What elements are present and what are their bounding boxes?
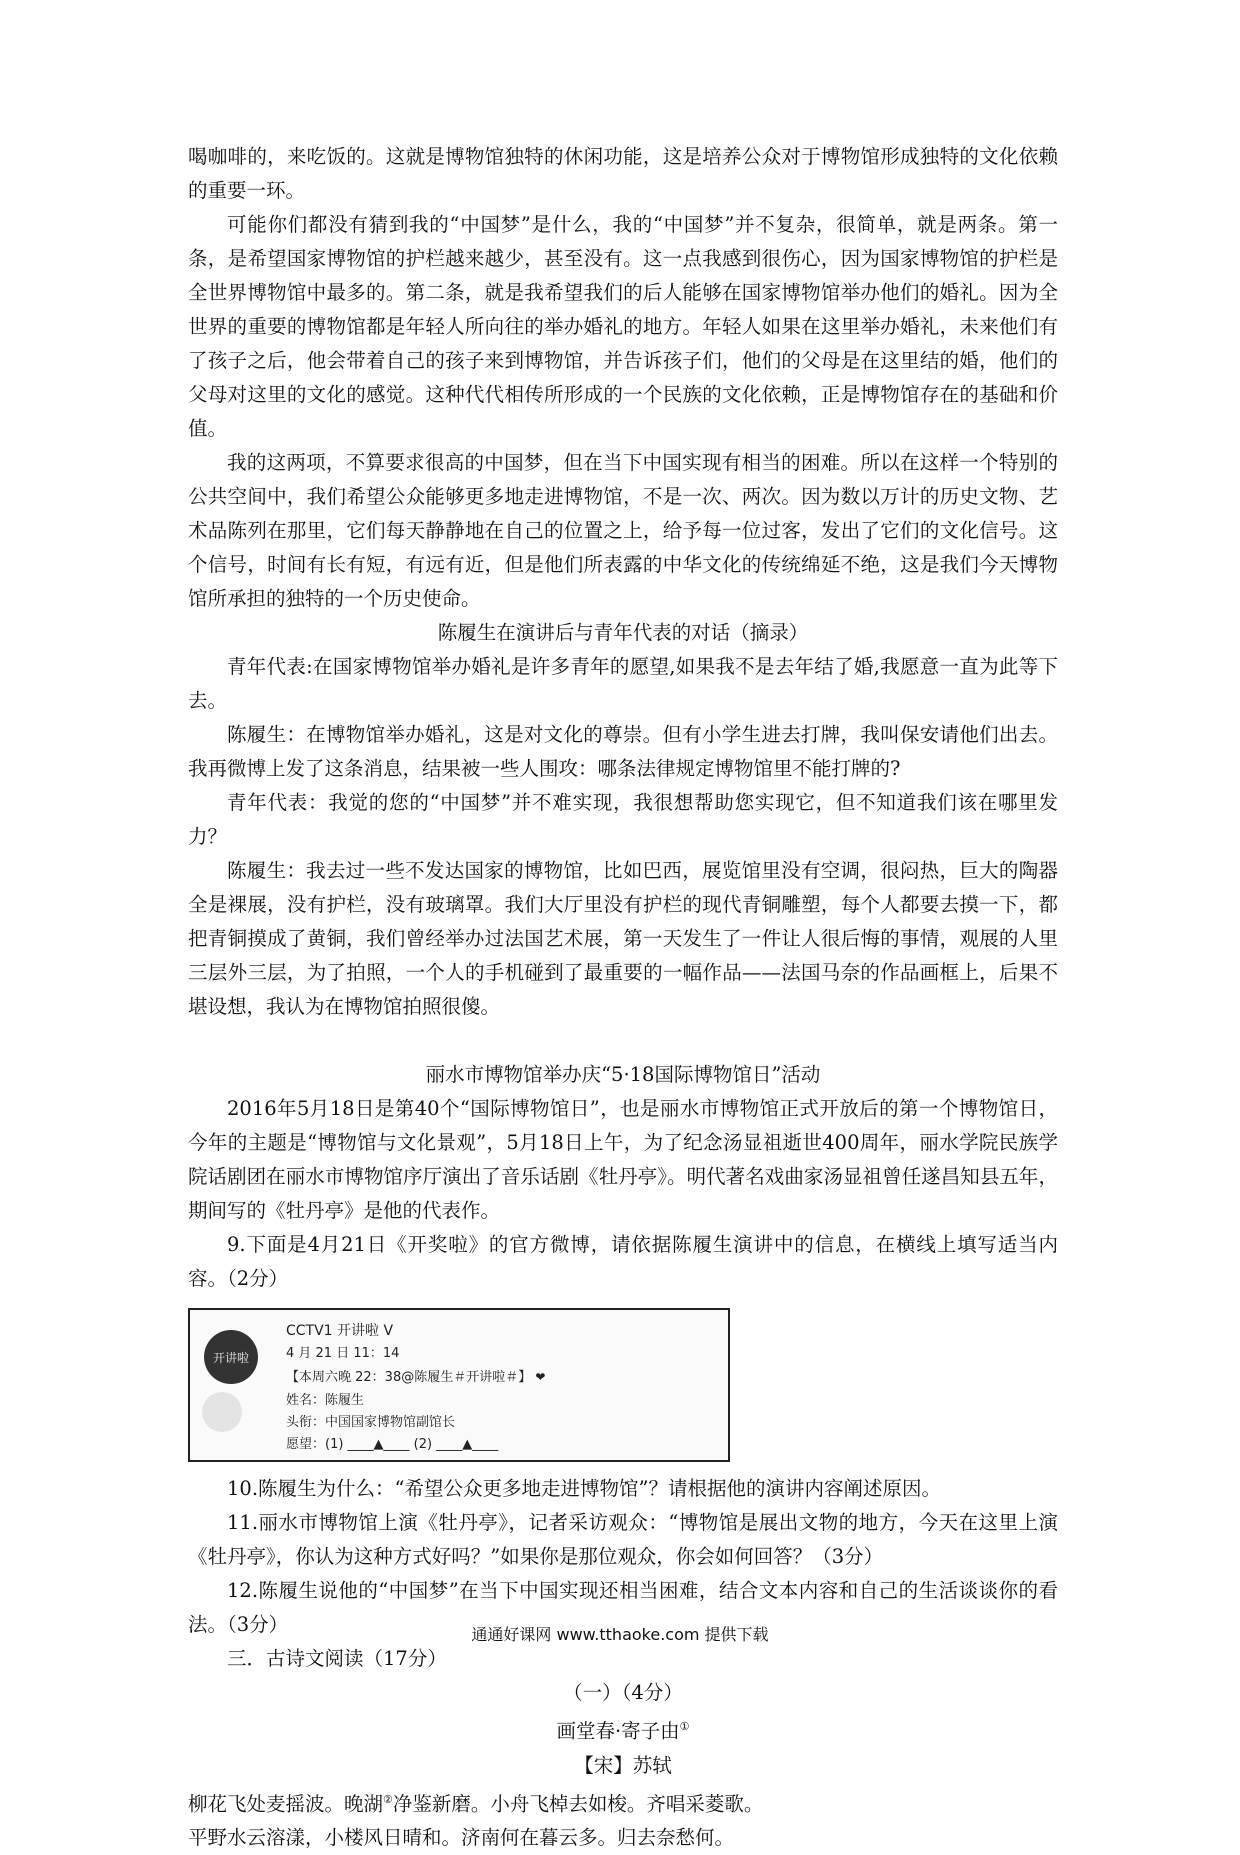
poem-title-line (188, 1710, 1058, 1749)
footnote-marker: ① (679, 1720, 690, 1733)
question-10: 10.陈履生为什么：“希望公众更多地走进博物馆”？请根据他的演讲内容阐述原因。 (227, 1477, 941, 1500)
poem-title: 画堂春·寄子由 (556, 1719, 680, 1743)
paragraph-mission: 我的这两项，不算要求很高的中国梦，但在当下中国实现有相当的困难。所以在这样一个特别的公共空间中，我们希望公众能够更多地走进博物馆，不是一次、两次。因为数以万计的历史文物、艺术品陈列在那里，它们每天静静地在自己的位置之上，给予每一位过客，发出了它们的文化信号。这个信号，时间有长有短，有远有近，但是他们所表露的中华文化的传统绵延不绝，这是我们今天博物馆所承担的独特的一个历史使命。 (188, 451, 1058, 610)
dialogue-chen-2: 陈履生：我去过一些不发达国家的博物馆，比如巴西，展览馆里没有空调，很闷热，巨大的陶器全是裸展，没有护栏，没有玻璃罩。我们大厅里没有护栏的现代青铜雕塑，每个人都要去摸一下，都把青铜摸成了黄铜，我们曾经举办过法国艺术展，第一天发生了一件让人很后悔的事情，观展的人里三层外三层，为了拍照，一个人的手机碰到了最重要的一幅作品——法国马奈的作品画框上，后果不堪设想，我认为在博物馆拍照很傻。 (188, 859, 1058, 1018)
heart-icon: ❤ (535, 1370, 546, 1384)
paragraph-continuation: 喝咖啡的，来吃饭的。这就是博物馆独特的休闲功能，这是培养公众对于博物馆形成独特的文化依赖的重要一环。 (188, 145, 1058, 202)
dialogue-youth-2: 青年代表：我觉的您的“中国梦”并不难实现，我很想帮助您实现它，但不知道我们该在哪里发力？ (188, 791, 1058, 848)
weibo-post-image (188, 1308, 730, 1462)
document-body (188, 140, 1058, 1855)
part-heading: （一）（4分） (563, 1681, 683, 1704)
weibo-post-line (286, 1366, 545, 1385)
question-9: 9.下面是4月21日《开奖啦》的官方微博，请依据陈履生演讲中的信息，在横线上填写适当内容。（2分） (188, 1233, 1058, 1290)
weibo-title: 头衔：中国国家博物馆副馆长 (286, 1415, 456, 1430)
dialogue-youth-1: 青年代表:在国家博物馆举办婚礼是许多青年的愿望,如果我不是去年结了婚,我愿意一直为此等下去。 (188, 655, 1058, 712)
page-footer: 通通好课网 www.tthaoke.com 提供下载 (471, 1625, 769, 1644)
news-paragraph: 2016年5月18日是第40个“国际博物馆日”，也是丽水市博物馆正式开放后的第一个博物馆日，今年的主题是“博物馆与文化景观”，5月18日上午，为了纪念汤显祖逝世400周年，丽水学院民族学院话剧团在丽水市博物馆序厅演出了音乐话剧《牡丹亭》。明代著名戏曲家汤显祖曾任遂昌知县五年，期间写的《牡丹亭》是他的代表作。 (188, 1097, 1058, 1222)
spacer (188, 1024, 1058, 1058)
weibo-name: 姓名：陈履生 (286, 1393, 365, 1408)
account-avatar: 开讲啦 (204, 1330, 258, 1384)
weibo-post: 【本周六晚 22：38@陈履生＃开讲啦＃】 (286, 1370, 532, 1385)
paragraph-chinese-dream: 可能你们都没有猜到我的“中国梦”是什么，我的“中国梦”并不复杂，很简单，就是两条。第一条，是希望国家博物馆的护栏越来越少，甚至没有。这一点我感到很伤心，因为国家博物馆的护栏是全世界博物馆中最多的。第二条，就是我希望我们的后人能够在国家博物馆举办他们的婚礼。因为全世界的重要的博物馆都是年轻人所向往的举办婚礼的地方。年轻人如果在这里举办婚礼，未来他们有了孩子之后，他会带着自己的孩子来到博物馆，并告诉孩子们，他们的父母是在这里结的婚，他们的父母对这里的文化的感觉。这种代代相传所形成的一个民族的文化依赖，正是博物馆存在的基础和价值。 (188, 213, 1058, 440)
poem-author: 【宋】苏轼 (574, 1753, 672, 1777)
dialogue-chen-1: 陈履生：在博物馆举办婚礼，这是对文化的尊崇。但有小学生进去打牌，我叫保安请他们出去。我再微博上发了这条消息，结果被一些人围攻：哪条法律规定博物馆里不能打牌的? (188, 723, 1058, 780)
weibo-time: 4 月 21 日 11：14 (286, 1346, 400, 1361)
question-12: 12.陈履生说他的“中国梦”在当下中国实现还相当困难，结合文本内容和自己的生活谈谈你的看法。（3分） (188, 1579, 1058, 1636)
footnote-marker: ② (383, 1792, 393, 1806)
poem-line-1-b: 净鉴新磨。小舟飞棹去如梭。齐唱采菱歌。 (392, 1792, 764, 1815)
dialogue-heading: 陈履生在演讲后与青年代表的对话（摘录） (437, 621, 809, 644)
news-heading: 丽水市博物馆举办庆“5·18国际博物馆日”活动 (425, 1063, 821, 1086)
poem-line-2: 平野水云溶漾，小楼风日晴和。济南何在暮云多。归去奈愁何。 (188, 1826, 735, 1849)
question-11: 11.丽水市博物馆上演《牡丹亭》，记者采访观众：“博物馆是展出文物的地方，今天在这里上演《牡丹亭》，你认为这种方式好吗？”如果你是那位观众，你会如何回答？（3分） (188, 1511, 1058, 1568)
weibo-account: CCTV1 开讲啦 V (286, 1323, 394, 1339)
avatar-shadow (202, 1392, 242, 1432)
section-heading: 三．古诗文阅读（17分） (227, 1647, 447, 1670)
poem-line-1 (188, 1783, 1058, 1822)
poem-line-1-a: 柳花飞处麦摇波。晚湖 (188, 1792, 384, 1815)
weibo-wish: 愿望：(1) ____▲____ (2) ____▲____ (286, 1437, 499, 1452)
